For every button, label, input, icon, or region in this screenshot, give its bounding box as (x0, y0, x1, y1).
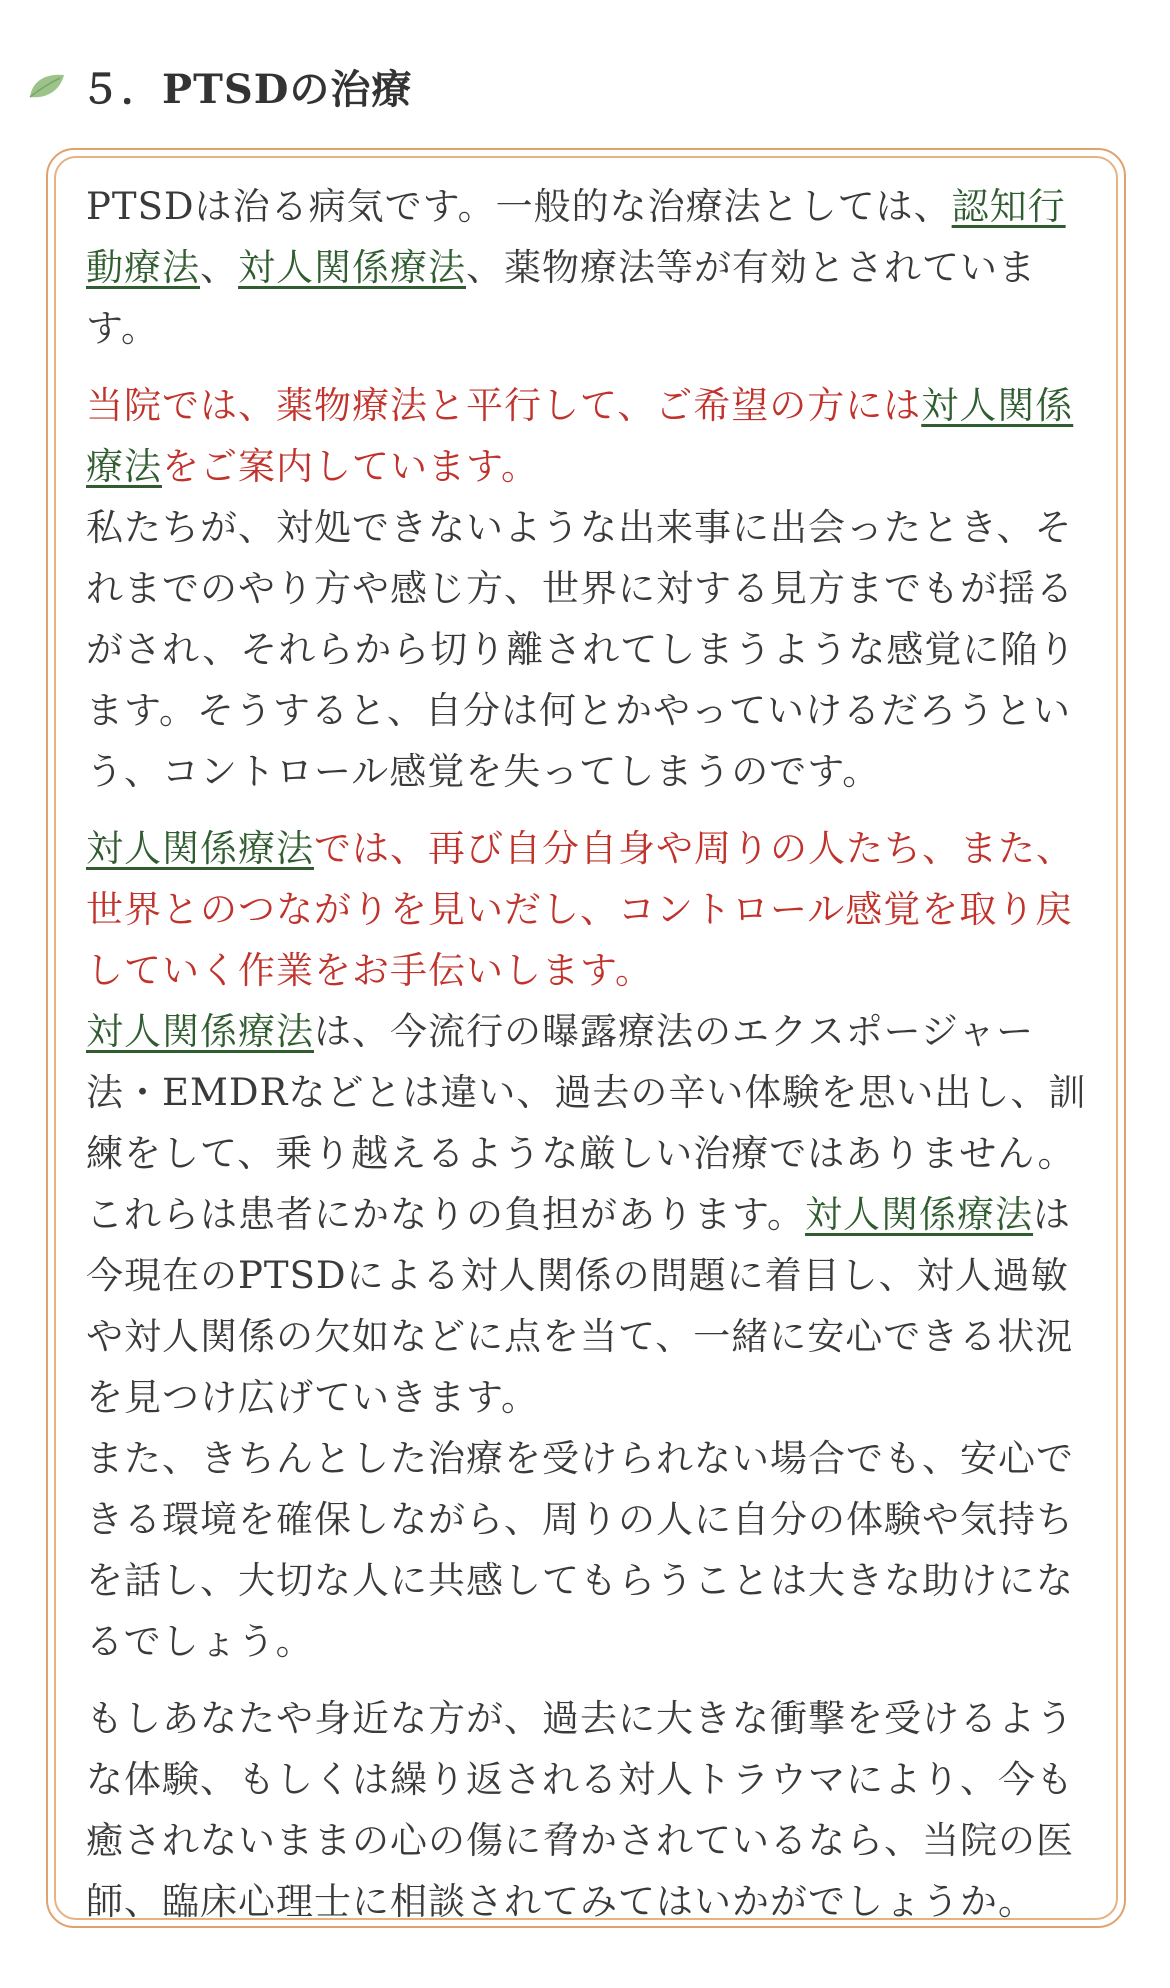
paragraph-support: また、きちんとした治療を受けられない場合でも、安心できる環境を確保しながら、周りの人に自分の体験や気持ちを話し、大切な人に共感してもらうことは大きな助けになるでしょう。 (86, 1437, 1074, 1663)
clinic-note-text-1: 当院では、薬物療法と平行して、ご希望の方には (86, 384, 922, 427)
link-ipt-5[interactable]: 対人関係療法 (805, 1193, 1034, 1236)
link-ipt-3[interactable]: 対人関係療法 (86, 827, 314, 870)
intro-text-1: PTSDは治る病気です。一般的な治療法としては、 (86, 185, 952, 228)
leaf-icon (26, 69, 66, 103)
paragraph-clinic-note (86, 375, 1094, 497)
link-ipt-4[interactable]: 対人関係療法 (86, 1010, 314, 1053)
paragraph-consultation: もしあなたや身近な方が、過去に大きな衝撃を受けるような体験、もしくは繰り返される対人トラウマにより、今も癒されないままの心の傷に脅かされているなら、当院の医師、臨床心理士に相談されてみてはいかがでしょうか。 (86, 1697, 1074, 1923)
intro-text-2: 、 (200, 246, 238, 289)
paragraph-ipt-purpose (86, 818, 1094, 1001)
content-box (46, 148, 1126, 1928)
link-ipt-1[interactable]: 対人関係療法 (238, 246, 466, 289)
paragraph-ipt-comparison (86, 1001, 1094, 1428)
link-cbt[interactable]: 認知行動療法 (86, 185, 1066, 289)
section-heading (26, 52, 412, 120)
ipt-purpose-text: では、再び自分自身や周りの人たち、また、世界とのつながりを見いだし、コントロール感覚を取り戻していく作業をお手伝いします。 (86, 827, 1074, 992)
clinic-note-text-2: をご案内しています。 (162, 445, 540, 488)
link-ipt-2[interactable]: 対人関係療法 (86, 384, 1074, 488)
section-title: ５．PTSDの治療 (80, 65, 413, 113)
intro-text-3: 、薬物療法等が有効とされています。 (86, 246, 1036, 350)
ipt-comparison-text-1: は、今流行の曝露療法のエクスポージャー法・EMDRなどとは違い、過去の辛い体験を思い出し、訓練をして、乗り越えるような厳しい治療ではありません。これらは患者にかなりの負担があります。 (86, 1010, 1087, 1236)
paragraph-explanation: 私たちが、対処できないような出来事に出会ったとき、それまでのやり方や感じ方、世界に対する見方までもが揺るがされ、それらから切り離されてしまうような感覚に陥ります。そうすると、自分は何とかやっていけるだろうという、コントロール感覚を失ってしまうのです。 (86, 506, 1077, 793)
paragraph-intro (86, 176, 1094, 359)
ipt-comparison-text-2: は今現在のPTSDによる対人関係の問題に着目し、対人過敏や対人関係の欠如などに点を当て、一緒に安心できる状況を見つけ広げていきます。 (86, 1193, 1074, 1419)
